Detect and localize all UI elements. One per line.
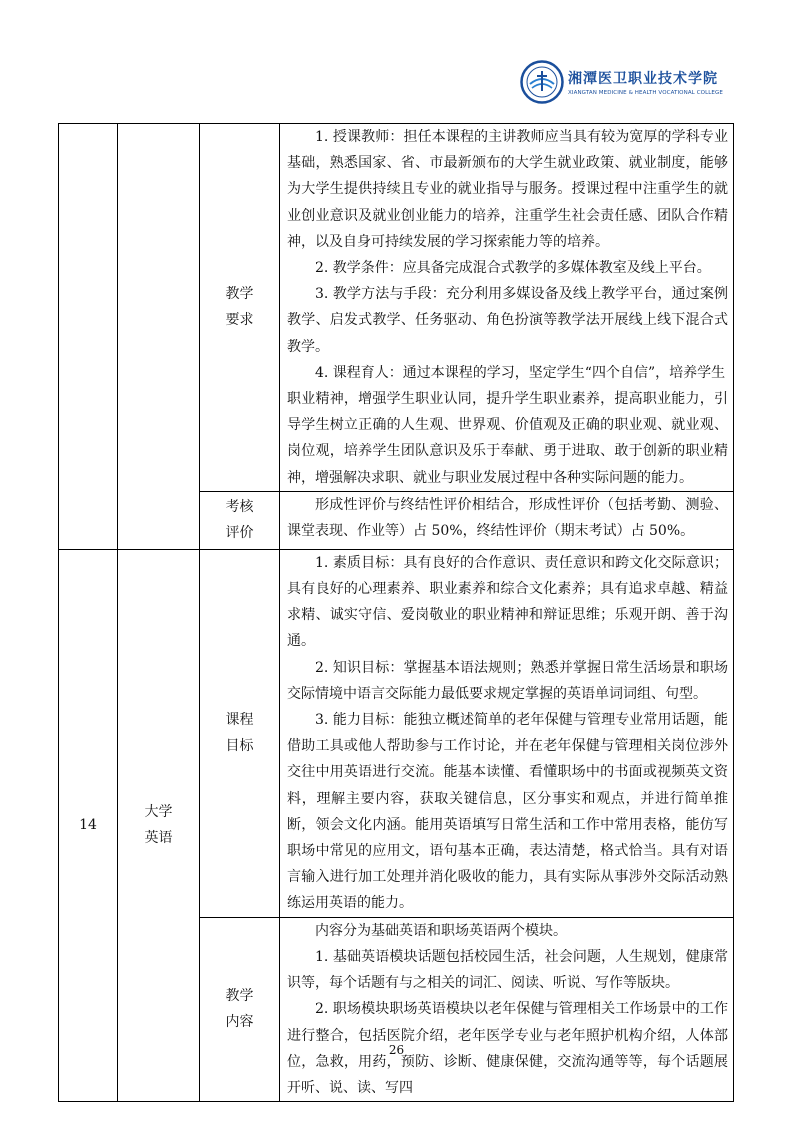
paragraph: 1. 素质目标：具有良好的合作意识、责任意识和跨文化交际意识；具有良好的心理素养、职业素养和综合文化素养；具有追求卓越、精益求精、诚实守信、爱岗敬业的职业精神和辩证思维；乐观开朗、善于沟通。 — [287, 554, 728, 650]
paragraph: 1. 授课教师：担任本课程的主讲教师应当具有较为宽厚的学科专业基础，熟悉国家、省、市最新颁布的大学生就业政策、就业制度，能够为大学生提供持续且专业的就业指导与服务。授课过程中注重学生的就业创业意识及就业创业能力的培养，注重学生社会责任感、团队合作精神，以及自身可持续发展的学习探索能力等的培养。 — [287, 129, 728, 250]
paragraph: 2. 职场模块职场英语模块以老年保健与管理相关工作场景中的工作进行整合，包括医院介绍，老年医学专业与老年照护机构介绍，人体部位，急救，用药，预防、诊断、健康保健，交流沟通等等，每个话题展开听、说、读、写四 — [287, 1001, 728, 1096]
content-label-cell — [200, 917, 280, 1101]
paragraph: 内容分为基础英语和职场英语两个模块。 — [315, 922, 567, 939]
teach-req-content — [280, 124, 734, 492]
assess-content — [280, 491, 734, 549]
course-name-cell — [118, 549, 200, 1101]
course-number-cell: 14 — [59, 549, 118, 1101]
college-name-cn: 湘潭医卫职业技术学院 — [568, 71, 718, 87]
label-line: 教学 — [225, 286, 254, 303]
college-logo — [520, 60, 725, 108]
paragraph: 形成性评价与终结性评价相结合，形成性评价（包括考勤、测验、课堂表现、作业等）占 50%，终结性评价（期末考试）占 50%。 — [287, 496, 728, 540]
label-line: 内容 — [225, 1014, 254, 1031]
course-name-cell — [118, 124, 200, 550]
label-line: 大学 — [144, 804, 173, 821]
course-number-cell — [59, 124, 118, 550]
paragraph: 1. 基础英语模块话题包括校园生活，社会问题，人生规划，健康常识等，每个话题有与之相关的词汇、阅读、听说、写作等版块。 — [287, 948, 728, 992]
paragraph: 2. 知识目标：掌握基本语法规则；熟悉并掌握日常生活场景和职场交际情境中语言交际能力最低要求规定掌握的英语单词词组、句型。 — [287, 659, 728, 702]
paragraph: 2. 教学条件：应具备完成混合式教学的多媒体教室及线上平台。 — [315, 260, 711, 277]
paragraph: 3. 能力目标：能独立概述简单的老年保健与管理专业常用话题，能借助工具或他人帮助参与工作讨论，并在老年保健与管理相关岗位涉外交往中用英语进行交流。能基本读懂、看懂职场中的书面或视频英文资料，理解主要内容，获取关键信息，区分事实和观点，并进行简单推断，领会文化内涵。能用英语填写日常生活和工作中常用表格，能仿写职场中常见的应用文，语句基本正确，表达清楚，格式恰当。具有对语言输入进行加工处理并消化吸收的能力，具有实际从事涉外交际活动熟练运用英语的能力。 — [287, 712, 728, 912]
college-name-en: XIANGTAN MEDICINE & HEALTH VOCATIONAL COLLEGE — [568, 90, 723, 96]
page-number: 26 — [388, 1043, 405, 1057]
label-line: 课程 — [225, 712, 254, 729]
teach-req-label-cell — [200, 124, 280, 492]
label-line: 英语 — [144, 830, 173, 847]
goal-content — [280, 549, 734, 917]
paragraph: 职业精神，增强学生职业认同，提升学生职业素养，提高职业能力，引导学生树立正确的人生观、世界观、价值观及正确的职业观、就业观、岗位观，培养学生团队意识及乐于奉献、勇于进取、敢于创新的职业精神，增强解决求职、就业与职业发展过程中各种实际问题的能力。 — [287, 391, 728, 486]
college-seal-icon — [520, 60, 564, 104]
paragraph: 4. 课程育人：通过本课程的学习，坚定学生“四个自信”，培养学生 — [315, 364, 726, 381]
label-line: 要求 — [225, 312, 254, 329]
assess-label-cell — [200, 491, 280, 549]
goal-label-cell — [200, 549, 280, 917]
paragraph: 3. 教学方法与手段：充分利用多媒设备及线上教学平台，通过案例教学、启发式教学、任务驱动、角色扮演等教学法开展线上线下混合式教学。 — [287, 286, 728, 355]
label-line: 教学 — [225, 988, 254, 1005]
label-line: 考核 — [225, 499, 254, 516]
label-line: 目标 — [225, 738, 254, 755]
curriculum-table — [58, 123, 734, 1102]
label-line: 评价 — [225, 525, 254, 542]
course-content — [280, 917, 734, 1101]
